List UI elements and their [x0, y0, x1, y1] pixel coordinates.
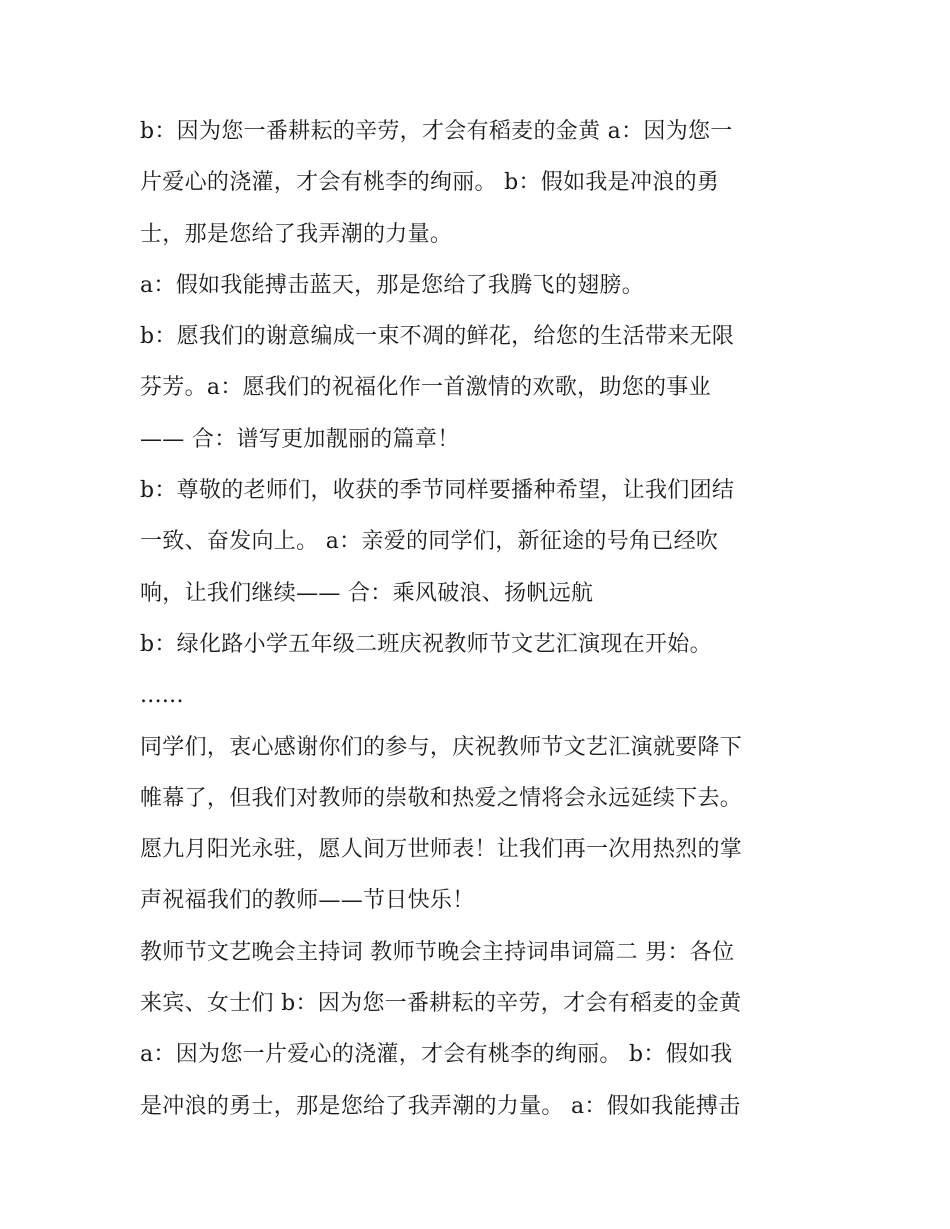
text-line: b：绿化路小学五年级二班庆祝教师节文艺汇演现在开始。: [140, 631, 712, 657]
text-line: 愿九月阳光永驻，愿人间万世师表！让我们再一次用热烈的掌: [140, 837, 743, 863]
text-line: 响，让我们继续—— 合：乘风破浪、扬帆远航: [140, 580, 594, 606]
text-line: 士，那是您给了我弄潮的力量。: [140, 221, 453, 247]
text-line: b：尊敬的老师们，收获的季节同样要播种希望，让我们团结: [140, 478, 735, 504]
text-line: 来宾、女士们 b：因为您一番耕耘的辛劳，才会有稻麦的金黄: [140, 991, 742, 1017]
text-line: 是冲浪的勇士，那是您给了我弄潮的力量。 a：假如我能搏击: [140, 1093, 741, 1119]
text-line: b：愿我们的谢意编成一束不凋的鲜花，给您的生活带来无限: [140, 324, 735, 350]
text-line: 帷幕了，但我们对教师的崇敬和热爱之情将会永远延续下去。: [140, 785, 743, 811]
text-line: 同学们，衷心感谢你们的参与，庆祝教师节文艺汇演就要降下: [140, 734, 743, 760]
text-line: a：假如我能搏击蓝天，那是您给了我腾飞的翅膀。: [140, 272, 645, 298]
text-line: 片爱心的浇灌，才会有桃李的绚丽。 b：假如我是冲浪的勇: [140, 170, 720, 196]
text-line: 芬芳。a：愿我们的祝福化作一首激情的欢歌，助您的事业: [140, 375, 711, 401]
document-body: [140, 106, 820, 1132]
text-line: b：因为您一番耕耘的辛劳，才会有稻麦的金黄 a：因为您一: [140, 119, 733, 144]
text-line: 教师节文艺晚会主持词 教师节晚会主持词串词篇二 男：各位: [140, 939, 735, 965]
text-line: 一致、奋发向上。 a：亲爱的同学们，新征途的号角已经吹: [140, 529, 719, 555]
text-line: a：因为您一片爱心的浇灌，才会有桃李的绚丽。 b：假如我: [140, 1042, 733, 1068]
text-line: 声祝福我们的教师——节日快乐！: [140, 888, 475, 914]
text-line: ......: [140, 683, 184, 709]
text-line: —— 合：谱写更加靓丽的篇章！: [140, 426, 460, 452]
